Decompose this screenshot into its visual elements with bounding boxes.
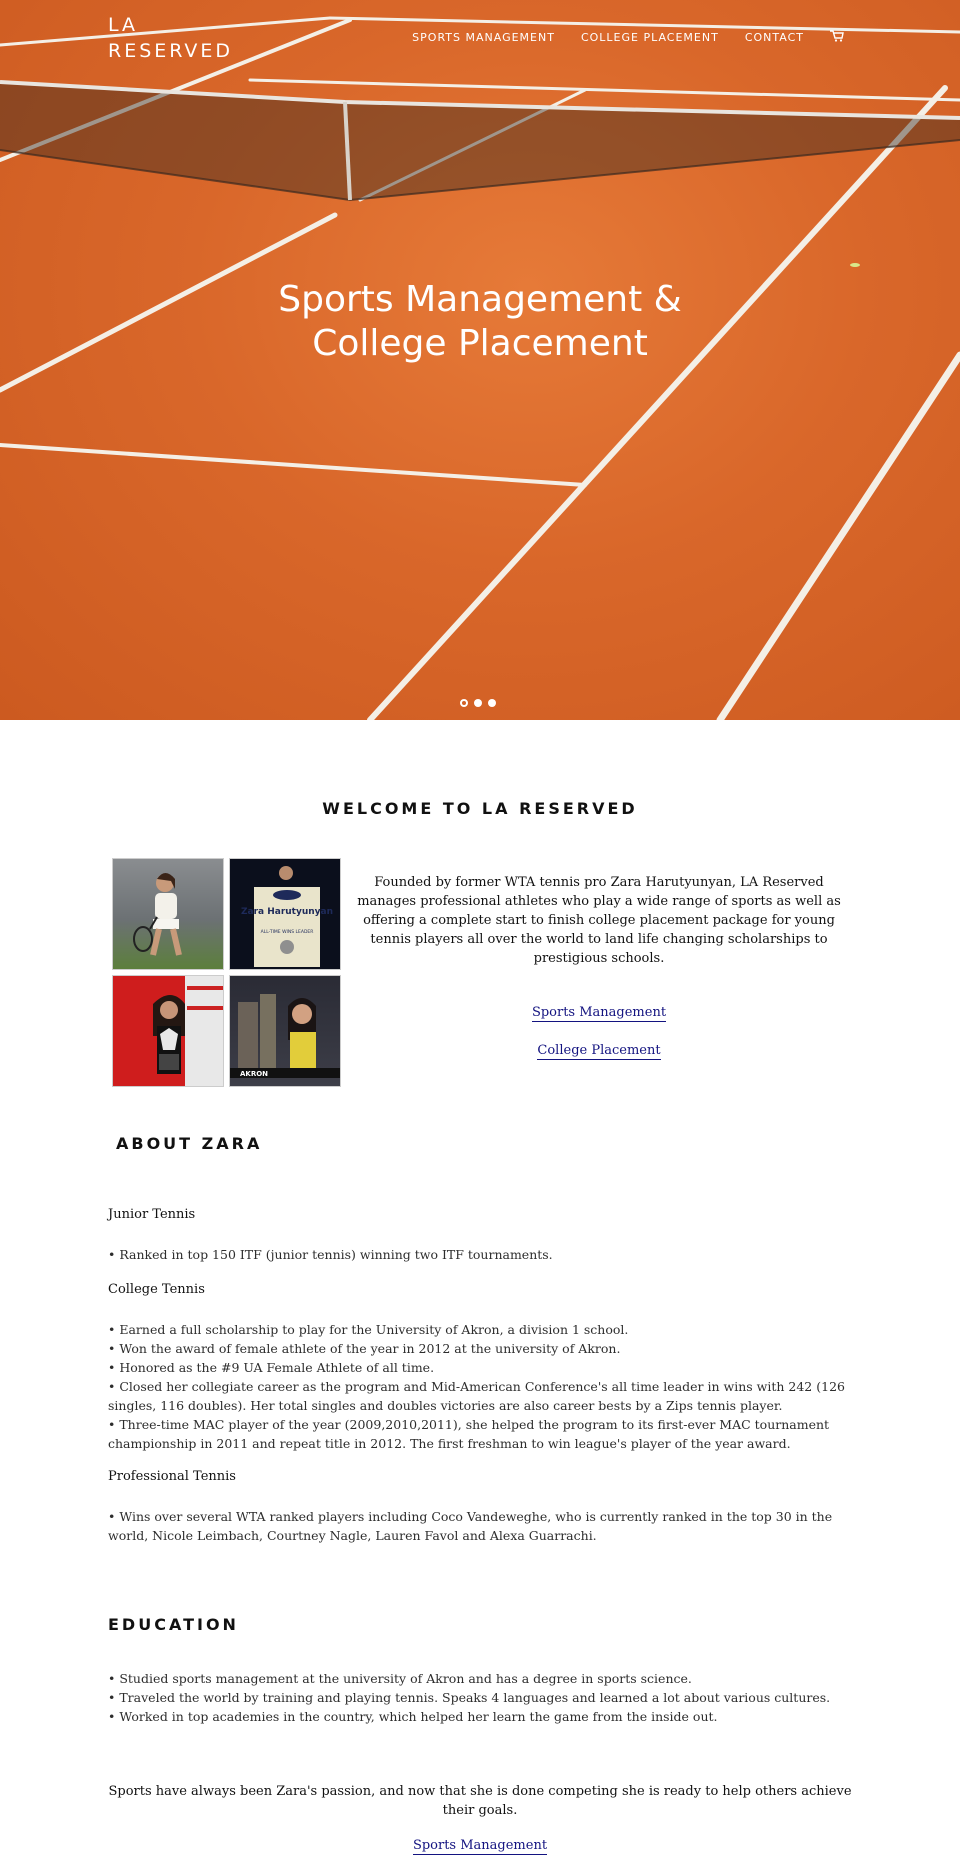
closing-link-row [0,1838,960,1853]
sports-management-link[interactable]: Sports Management [531,1005,667,1020]
photo-zara-plaque [229,858,341,970]
list-item: • Closed her collegiate career as the program and Mid-American Conference's all time leader in wins with 242 (126 singles, 116 doubles). Her total singles and doubles victories are also career bests by a Zips tennis player. [108,1379,845,1413]
slide-dot-3[interactable] [488,699,496,707]
list-item: • Traveled the world by training and playing tennis. Speaks 4 languages and learned a lot about various cultures. [108,1690,831,1705]
photo-zara-award [229,975,341,1087]
junior-tennis-heading: Junior Tennis [108,1207,196,1222]
welcome-intro: Founded by former WTA tennis pro Zara Harutyunyan, LA Reserved manages professional athletes who play a wide range of sports as well as offering a complete start to finish college placement package for young tennis players all over the world to land life changing scholarships to prestigious schools. [357,875,841,966]
list-item: • Studied sports management at the university of Akron and has a degree in sports science. [108,1671,692,1686]
education-heading: EDUCATION [108,1615,239,1634]
professional-tennis-heading: Professional Tennis [108,1469,236,1484]
welcome-heading: WELCOME TO LA RESERVED [322,799,638,818]
list-item: • Three-time MAC player of the year (2009,2010,2011), she helped the program to its first-ever MAC tournament championship in 2011 and repeat title in 2012. The first freshman to win league's player of the year award. [108,1417,830,1451]
hero-title-line1: Sports Management & [278,279,682,320]
slide-dot-2[interactable] [474,699,482,707]
slide-dot-1[interactable] [460,699,468,707]
plaque-subtext: ALL-TIME WINS LEADER [260,930,314,935]
college-tennis-heading: College Tennis [108,1282,205,1297]
nav-contact[interactable]: CONTACT [744,31,804,44]
slide-pagination [460,699,496,707]
hero-title [0,278,960,366]
photo-zara-trophy [112,975,224,1087]
zara-photo-collage [112,858,342,1088]
main-nav [412,30,844,45]
list-item: • Worked in top academies in the country, which helped her learn the game from the inside out. [108,1709,718,1724]
list-item: • Earned a full scholarship to play for the University of Akron, a division 1 school. [108,1322,629,1337]
professional-tennis-list [108,1507,858,1545]
junior-tennis-list [108,1245,858,1264]
list-item: • Wins over several WTA ranked players including Coco Vandeweghe, who is currently ranked in the top 30 in the world, Nicole Leimbach, Courtney Nagle, Lauren Favol and Alexa Guarrachi. [108,1509,833,1543]
list-item: • Won the award of female athlete of the year in 2012 at the university of Akron. [108,1341,621,1356]
welcome-link-row-2 [350,1043,848,1058]
closing-statement: Sports have always been Zara's passion, and now that she is done competing she is ready to help others achieve their goals. [108,1784,852,1818]
hero-slideshow [0,0,960,720]
list-item: • Ranked in top 150 ITF (junior tennis) winning two ITF tournaments. [108,1247,553,1262]
akron-banner-text: AKRON [240,1070,269,1078]
hero-title-line2: College Placement [312,323,648,364]
welcome-link-row-1 [350,1005,848,1020]
site-logo[interactable]: LA RESERVED [108,14,234,62]
college-tennis-list [108,1320,858,1453]
nav-sports-management[interactable]: SPORTS MANAGEMENT [412,31,555,44]
plaque-text: Zara Harutyunyan [240,907,334,917]
about-heading: ABOUT ZARA [116,1134,263,1153]
closing-sports-management-link[interactable]: Sports Management [412,1838,548,1853]
nav-college-placement[interactable]: COLLEGE PLACEMENT [580,31,719,44]
college-placement-link[interactable]: College Placement [537,1043,661,1058]
list-item: • Honored as the #9 UA Female Athlete of all time. [108,1360,435,1375]
photo-zara-playing [112,858,224,970]
education-list [108,1669,858,1726]
cart-icon[interactable] [830,30,844,45]
